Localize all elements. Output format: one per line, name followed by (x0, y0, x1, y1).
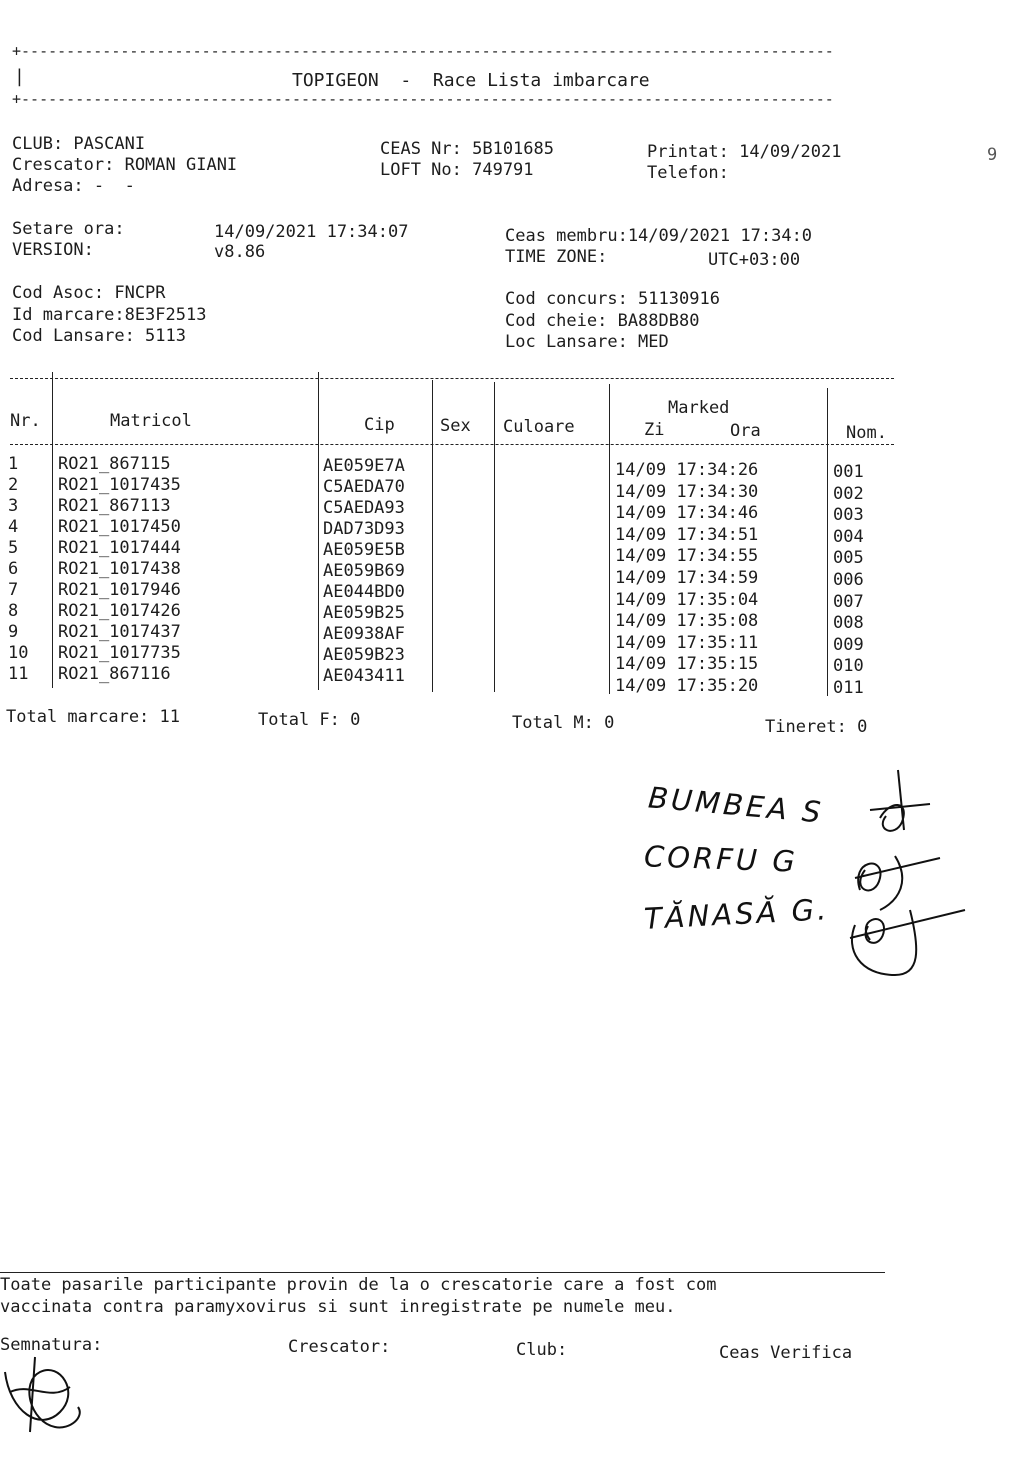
semnatura-label: Semnatura: (0, 1335, 103, 1355)
cell-nom: 010 (833, 656, 864, 676)
setare-label: Setare ora: (12, 219, 125, 239)
loft-no-field: LOFT No: 749791 (380, 160, 534, 180)
header-nom: Nom. (846, 423, 887, 443)
col-sep-sex (494, 382, 495, 692)
cell-nr: 2 (8, 475, 19, 495)
cell-marked: 14/09 17:34:26 (615, 460, 759, 480)
cell-cip: AE059B23 (323, 645, 405, 665)
header-marked: Marked (668, 398, 730, 418)
cell-marked: 14/09 17:35:11 (615, 633, 759, 653)
version-value: v8.86 (214, 242, 266, 262)
club-label: Club: (516, 1340, 568, 1360)
signature-mark-2 (855, 856, 940, 910)
header-nr: Nr. (10, 411, 41, 431)
tineret-field: Tineret: 0 (765, 717, 868, 737)
cell-matricol: RO21_867113 (58, 496, 171, 516)
cell-marked: 14/09 17:35:08 (615, 611, 759, 631)
telefon-field: Telefon: (647, 163, 729, 183)
total-marcare: Total marcare: 11 (6, 707, 180, 727)
cell-nom: 005 (833, 548, 864, 568)
cell-nr: 9 (8, 622, 19, 642)
cell-nr: 6 (8, 559, 19, 579)
cell-marked: 14/09 17:34:30 (615, 482, 759, 502)
ceas-verifica-label: Ceas Verifica (719, 1343, 853, 1363)
id-marcare-field: Id marcare:8E3F2513 (12, 305, 207, 325)
handwritten-name-1: BUMBEA S (646, 780, 825, 830)
declaration-line-1: Toate pasarile participante provin de la o crescatorie care a fost com (0, 1275, 717, 1295)
cell-nom: 002 (833, 484, 864, 504)
cell-nr: 3 (8, 496, 19, 516)
version-label: VERSION: (12, 240, 94, 260)
cell-nom: 007 (833, 592, 864, 612)
cell-cip: DAD73D93 (323, 519, 405, 539)
cell-matricol: RO21_1017946 (58, 580, 181, 600)
cod-cheie-field: Cod cheie: BA88DB80 (505, 311, 700, 331)
header-bottom-border: +------------------------------------------------------------------------------------------ (12, 90, 834, 108)
printat-field: Printat: 14/09/2021 (647, 142, 842, 162)
cell-nr: 1 (8, 454, 19, 474)
club-field: CLUB: PASCANI (12, 134, 146, 154)
header-cip: Cip (364, 415, 395, 435)
cell-marked: 14/09 17:35:15 (615, 654, 759, 674)
handwritten-name-3: TĂNASĂ G. (643, 892, 831, 936)
declaration-line-2: vaccinata contra paramyxovirus si sunt inregistrate pe numele meu. (0, 1297, 676, 1317)
header-culoare: Culoare (503, 417, 575, 437)
header-zi: Zi (644, 420, 665, 440)
cell-matricol: RO21_1017444 (58, 538, 181, 558)
col-sep-matricol (318, 372, 319, 690)
total-f: Total F: 0 (258, 710, 361, 730)
col-sep-cip (432, 380, 433, 692)
cell-cip: AE043411 (323, 666, 405, 686)
crescator-field: Crescator: ROMAN GIANI (12, 155, 238, 175)
signature-mark-3 (850, 910, 965, 975)
cell-cip: AE059B69 (323, 561, 405, 581)
cell-nr: 4 (8, 517, 19, 537)
cell-marked: 14/09 17:34:59 (615, 568, 759, 588)
setare-value: 14/09/2021 17:34:07 (214, 222, 409, 242)
cell-cip: AE044BD0 (323, 582, 405, 602)
cell-marked: 14/09 17:34:51 (615, 525, 759, 545)
cell-marked: 14/09 17:35:20 (615, 676, 759, 696)
col-sep-marked (827, 388, 828, 696)
cell-marked: 14/09 17:35:04 (615, 590, 759, 610)
cell-matricol: RO21_1017426 (58, 601, 181, 621)
table-header-rule (10, 444, 894, 446)
cell-cip: AE059E5B (323, 540, 405, 560)
adresa-field: Adresa: - - (12, 176, 135, 196)
cell-nom: 011 (833, 678, 864, 698)
cell-marked: 14/09 17:34:46 (615, 503, 759, 523)
cell-nr: 8 (8, 601, 19, 621)
cell-nom: 006 (833, 570, 864, 590)
cell-matricol: RO21_1017435 (58, 475, 181, 495)
handwritten-name-2: CORFU G (643, 839, 799, 879)
time-zone-label: TIME ZONE: (505, 247, 608, 267)
col-sep-culoare (609, 384, 610, 694)
cell-cip: AE059B25 (323, 603, 405, 623)
cell-nom: 008 (833, 613, 864, 633)
page-mark: 9 (987, 145, 998, 165)
page-title: TOPIGEON - Race Lista imbarcare (292, 70, 650, 91)
crescator-label: Crescator: (288, 1337, 391, 1357)
header-ora: Ora (730, 421, 761, 441)
cell-nr: 5 (8, 538, 19, 558)
footer-rule (0, 1272, 885, 1273)
cell-nom: 004 (833, 527, 864, 547)
header-left-bar: | (14, 66, 25, 87)
header-matricol: Matricol (110, 411, 192, 431)
loc-lansare-field: Loc Lansare: MED (505, 332, 669, 352)
col-sep-nr (52, 372, 53, 688)
cell-matricol: RO21_867116 (58, 664, 171, 684)
ceas-membru-field: Ceas membru:14/09/2021 17:34:0 (505, 226, 813, 246)
cod-lansare-field: Cod Lansare: 5113 (12, 326, 186, 346)
signature-mark-1 (870, 770, 930, 831)
cell-cip: AE0938AF (323, 624, 405, 644)
time-zone-value: UTC+03:00 (708, 250, 801, 270)
ceas-nr-field: CEAS Nr: 5B101685 (380, 139, 554, 159)
signature-scribbles (840, 760, 970, 985)
cell-nom: 001 (833, 462, 864, 482)
cod-concurs-field: Cod concurs: 51130916 (505, 289, 720, 309)
cell-cip: C5AEDA93 (323, 498, 405, 518)
cell-cip: C5AEDA70 (323, 477, 405, 497)
cell-matricol: RO21_1017437 (58, 622, 181, 642)
header-top-border: +------------------------------------------------------------------------------------------ (12, 42, 834, 60)
header-sex: Sex (440, 416, 471, 436)
footer-signature (0, 1352, 100, 1442)
cell-matricol: RO21_1017735 (58, 643, 181, 663)
cell-nr: 11 (8, 664, 29, 684)
cell-nr: 10 (8, 643, 29, 663)
cell-nom: 009 (833, 635, 864, 655)
cell-marked: 14/09 17:34:55 (615, 546, 759, 566)
cell-matricol: RO21_867115 (58, 454, 171, 474)
cell-nom: 003 (833, 505, 864, 525)
total-m: Total M: 0 (512, 713, 615, 733)
cod-asoc-field: Cod Asoc: FNCPR (12, 283, 166, 303)
cell-nr: 7 (8, 580, 19, 600)
cell-matricol: RO21_1017450 (58, 517, 181, 537)
cell-matricol: RO21_1017438 (58, 559, 181, 579)
cell-cip: AE059E7A (323, 456, 405, 476)
table-top-rule (10, 378, 894, 380)
